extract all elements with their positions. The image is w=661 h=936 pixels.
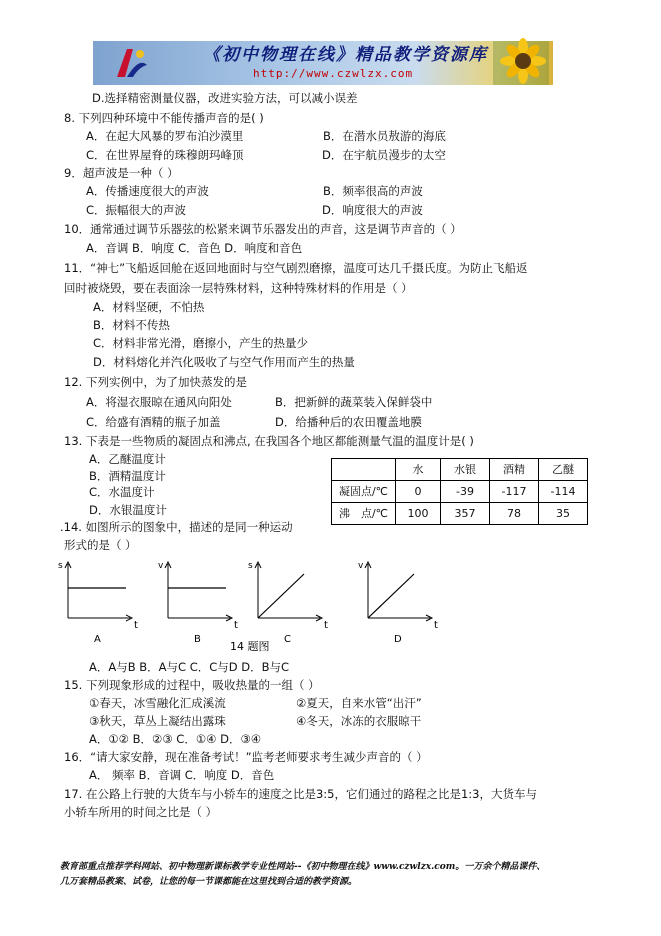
text-line: 8. 下列四种环境中不能传播声音的是( ) (64, 111, 264, 125)
text-line: .14. 如图所示的图象中，描述的是同一种运动 (60, 520, 293, 534)
table-row (332, 503, 588, 525)
text-line: B．酒精温度计 (89, 469, 166, 483)
text-line: D．响度很大的声波 (322, 203, 423, 217)
table-cell: 78 (490, 503, 539, 525)
graph-panel-a (58, 561, 138, 645)
table-cell: 沸 点/℃ (332, 503, 396, 525)
text-line: A．①② B．②③ C．①④ D．③④ (89, 732, 262, 746)
text-line: C．在世界屋脊的珠穆朗玛峰顶 (86, 148, 244, 162)
text-line: C．振幅很大的声波 (86, 203, 187, 217)
table-cell: 357 (441, 503, 490, 525)
table-cell: -117 (490, 481, 539, 503)
x-axis-label: t (434, 620, 438, 631)
table-header-cell (332, 459, 396, 481)
text-line: A．材料坚硬，不怕热 (93, 300, 205, 314)
table-cell: 35 (539, 503, 588, 525)
text-line: A． 频率 B．音调 C．响度 D．音色 (89, 768, 275, 782)
table-header-cell: 乙醚 (539, 459, 588, 481)
text-line: 回时被烧毁，要在表面涂一层特殊材料，这种特殊材料的作用是（ ） (64, 281, 413, 295)
text-line: A．传播速度很大的声波 (86, 184, 209, 198)
graph-panel-c (248, 561, 328, 645)
text-line: B．在潜水员敖游的海底 (323, 129, 446, 143)
x-axis-label: t (134, 620, 138, 631)
y-axis-label: v (158, 561, 164, 571)
header-banner (93, 41, 553, 85)
footer-line: 几万套精品教案、试卷，让您的每一节课都能在这里找到合适的教学资源。 (60, 877, 358, 887)
text-line: D.选择精密测量仪器，改进实验方法，可以减小误差 (92, 91, 358, 105)
page-footer (60, 860, 620, 890)
text-line: ③秋天，草丛上凝结出露珠 (89, 714, 226, 728)
table-cell: 凝固点/℃ (332, 481, 396, 503)
text-line: D．给播种后的农田覆盖地膜 (275, 415, 422, 429)
graph-panel-d (358, 561, 438, 645)
text-line: 16．“请大家安静，现在准备考试！”监考老师要求考生减少声音的（ ） (64, 750, 428, 764)
table-cell: 0 (396, 481, 441, 503)
y-axis-label: s (248, 561, 253, 571)
text-line: A．在起大风暴的罗布泊沙漠里 (86, 129, 244, 143)
graph-label: A (94, 634, 101, 645)
text-line: D．在宇航员漫步的太空 (322, 148, 446, 162)
banner-url[interactable]: http://www.czwlzx.com (253, 67, 414, 80)
x-axis-label: t (234, 620, 238, 631)
table-header-cell: 水银 (441, 459, 490, 481)
text-line: ①春天，冰雪融化汇成溪流 (89, 696, 226, 710)
text-line: 15. 下列现象形成的过程中，吸收热量的一组（ ） (64, 678, 320, 692)
text-line: A．音调 B．响度 C．音色 D．响度和音色 (86, 241, 303, 255)
table-row (332, 481, 588, 503)
text-line: B．把新鲜的蔬菜装入保鲜袋中 (275, 395, 433, 409)
x-axis-label: t (324, 620, 328, 631)
table-cell: 100 (396, 503, 441, 525)
figure-caption: 14 题图 (230, 640, 270, 653)
text-line: A．A与B B．A与C C．C与D D．B与C (89, 660, 290, 674)
text-line: D．水银温度计 (89, 503, 167, 517)
banner-title: 《初中物理在线》精品教学资源库 (203, 45, 488, 65)
graph-line (258, 574, 304, 618)
text-line: 17. 在公路上行驶的大货车与小轿车的速度之比是3:5，它们通过的路程之比是1:3，大货车与 (64, 787, 537, 801)
text-line: 小轿车所用的时间之比是（ ） (64, 805, 218, 819)
y-axis-label: v (358, 561, 364, 571)
table-header-cell: 酒精 (490, 459, 539, 481)
table-cell: -39 (441, 481, 490, 503)
text-line: A．乙醚温度计 (89, 452, 166, 466)
text-line: C．水温度计 (89, 485, 155, 499)
footer-line: 教育部重点推荐学科网站、初中物理新课标教学专业性网站--《初中物理在线》www.czwlzx.com。一万余个精品课件、 (60, 862, 546, 872)
text-line: ④冬天，冰冻的衣服晾干 (296, 714, 422, 728)
text-line: 形式的是（ ） (64, 538, 137, 552)
graph-label: C (284, 634, 291, 645)
table-header-cell: 水 (396, 459, 441, 481)
motion-graphs-figure (60, 556, 450, 654)
graph-label: B (194, 634, 201, 645)
sunflower-icon (493, 41, 549, 85)
text-line: B．频率很高的声波 (323, 184, 423, 198)
text-line: 11．“神七”飞船返回舱在返回地面时与空气剧烈磨擦，温度可达几千摄氏度。为防止飞船返 (64, 261, 528, 275)
text-line: C．给盛有酒精的瓶子加盖 (86, 415, 221, 429)
table-header-row (332, 459, 588, 481)
text-line: C．材料非常光滑，磨擦小，产生的热量少 (93, 336, 309, 350)
text-line: 13. 下表是一些物质的凝固点和沸点, 在我国各个地区都能测量气温的温度计是( ) (64, 434, 474, 448)
text-line: ②夏天，自来水管“出汗” (296, 696, 422, 710)
temperature-table (331, 458, 588, 525)
graph-panel-b (158, 561, 238, 645)
table-cell: -114 (539, 481, 588, 503)
logo-icon (113, 45, 149, 81)
text-line: 9．超声波是一种（ ） (64, 166, 179, 180)
text-line: 10．通常通过调节乐器弦的松紧来调节乐器发出的声音，这是调节声音的（ ） (64, 222, 462, 236)
text-line: A．将湿衣服晾在通风向阳处 (86, 395, 232, 409)
text-line: 12. 下列实例中，为了加快蒸发的是 (64, 375, 247, 389)
graph-line (368, 574, 414, 618)
graph-label: D (394, 634, 402, 645)
y-axis-label: s (58, 561, 63, 571)
text-line: D．材料熔化并汽化吸收了与空气作用而产生的热量 (93, 355, 355, 369)
text-line: B．材料不传热 (93, 318, 170, 332)
